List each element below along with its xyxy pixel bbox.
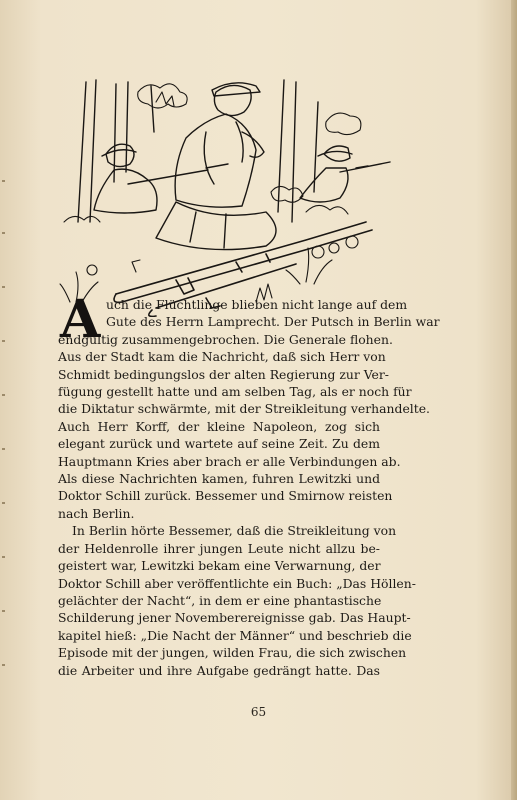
illustration-soldiers [56, 72, 408, 317]
text-line: der Heldenrolle ihrer jungen Leute nicht allzu be- [58, 540, 380, 556]
paragraph-2 [58, 522, 416, 679]
text-line: Schilderung jener Novemberereignisse gab. Das Haupt- [58, 610, 411, 626]
text-line: Auch Herr Korff, der kleine Napoleon, zog sich [58, 418, 380, 434]
text-line: Episode mit der jungen, wilden Frau, die sich zwischen [58, 645, 407, 661]
text-line: Gute des Herrn Lamprecht. Der Putsch in Berlin war [106, 314, 440, 330]
text-line: fügung gestellt hatte und am selben Tag, als er noch für [58, 384, 412, 400]
text-line: gelächter der Nacht“, in dem er eine phantastische [58, 592, 382, 608]
text-line: elegant zurück und wartete auf seine Zeit. Zu dem [58, 436, 380, 452]
text-line: kapitel hieß: „Die Nacht der Männer“ und beschrieb die [58, 627, 412, 643]
soldier-right [300, 146, 390, 202]
text-line: die Arbeiter und ihre Aufgabe gedrängt hatte. Das [58, 662, 380, 678]
text-line: die Diktatur schwärmte, mit der Streikleitung verhandelte. [58, 401, 430, 417]
body-text [58, 289, 440, 679]
text-line: Hauptmann Kries aber brach er alle Verbindungen ab. [58, 453, 401, 469]
text-line: Aus der Stadt kam die Nachricht, daß sich Herr von [58, 349, 386, 365]
text-line: geistert war, Lewitzki bekam eine Verwarnung, der [58, 558, 381, 574]
text-line: endgültig zusammengebrochen. Die Generale flohen. [58, 331, 393, 347]
dropcap: A [60, 289, 101, 350]
text-line: Doktor Schill zurück. Bessemer und Smirnow reisten [58, 488, 393, 504]
text-line: Doktor Schill aber veröffentlichte ein Buch: „Das Höllen- [58, 575, 416, 591]
page-number: 65 [250, 705, 267, 719]
text-line: In Berlin hörte Bessemer, daß die Streikleitung von [72, 523, 397, 539]
paragraph-1 [58, 289, 440, 522]
text-line: nach Berlin. [58, 505, 135, 521]
page-edge [511, 0, 517, 800]
text-line: Als diese Nachrichten kamen, fuhren Lewitzki und [58, 471, 380, 487]
text-line: Schmidt bedingungslos der alten Regierung zur Ver- [58, 366, 389, 382]
text-line: uch die Flüchtlinge blieben nicht lange auf dem [106, 297, 408, 312]
